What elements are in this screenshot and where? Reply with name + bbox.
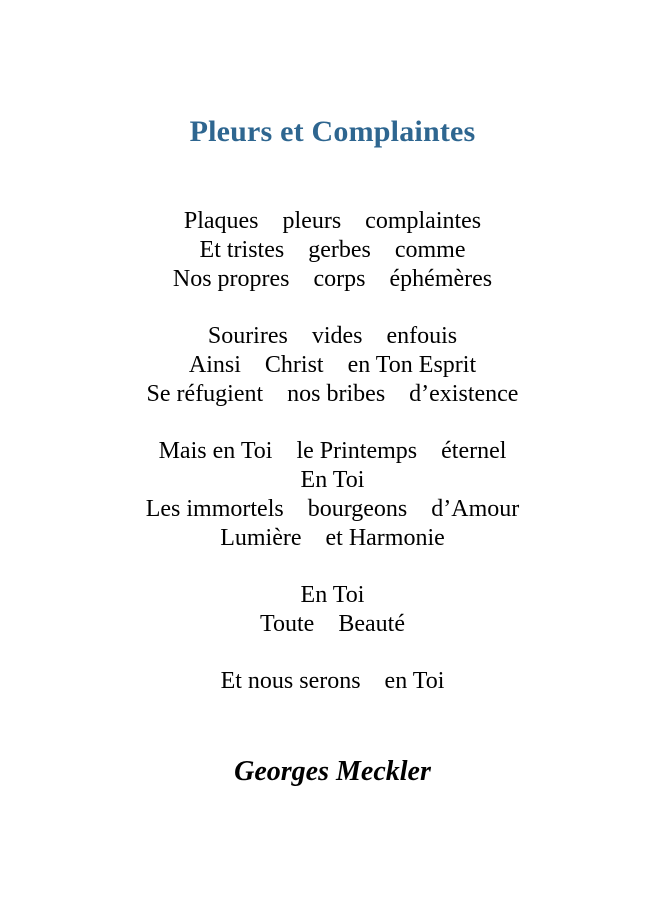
poem-line: En Toi	[300, 582, 365, 608]
poem-line: Et nous serons en Toi	[220, 668, 445, 694]
stanza-4	[0, 581, 665, 639]
poem-line: Et tristes gerbes comme	[199, 237, 466, 263]
poem-line: En Toi	[300, 467, 365, 493]
poem-line: Les immortels bourgeons d’Amour	[145, 496, 520, 522]
stanza-5	[0, 667, 665, 696]
poem-line: Plaques pleurs complaintes	[183, 208, 482, 234]
stanza-2	[0, 322, 665, 409]
poem-line: Mais en Toi le Printemps éternel	[158, 438, 507, 464]
poem-line: Se réfugient nos bribes d’existence	[146, 381, 519, 407]
poem-line: Ainsi Christ en Ton Esprit	[188, 352, 477, 378]
stanza-3	[0, 437, 665, 553]
poem-title: Pleurs et Complaintes	[189, 115, 476, 148]
author-signature: Georges Meckler	[234, 756, 431, 787]
poem-line: Nos propres corps éphémères	[172, 266, 493, 292]
poem-line: Lumière et Harmonie	[220, 525, 445, 551]
poem-line: Toute Beauté	[260, 611, 405, 637]
poem-line: Sourires vides enfouis	[207, 323, 458, 349]
stanza-1	[0, 207, 665, 294]
